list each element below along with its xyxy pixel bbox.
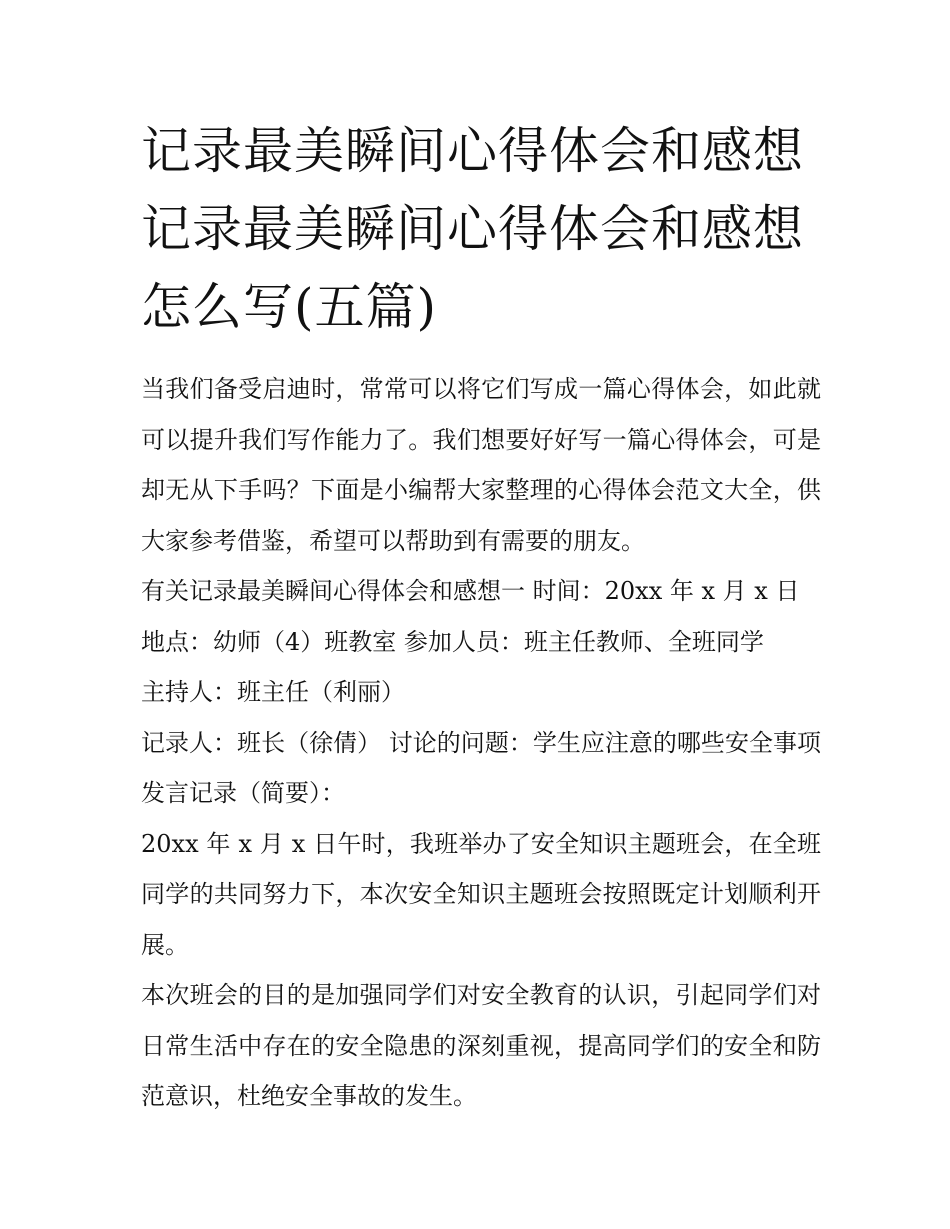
document-page xyxy=(141,112,821,1122)
paragraph-purpose: 本次班会的目的是加强同学们对安全教育的认识，引起同学们对日常生活中存在的安全隐患的深刻重视，提高同学们的安全和防范意识，杜绝安全事故的发生。 xyxy=(141,981,821,1110)
document-title: 记录最美瞬间心得体会和感想记录最美瞬间心得体会和感想怎么写(五篇) xyxy=(141,122,804,336)
document-body xyxy=(141,364,821,1122)
paragraph-location: 地点：幼师（4）班教室 参加人员：班主任教师、全班同学 xyxy=(141,627,764,656)
paragraph-recorder: 记录人：班长（徐倩） 讨论的问题：学生应注意的哪些安全事项 发言记录（简要）： xyxy=(141,728,821,807)
paragraph-host: 主持人：班主任（利丽） xyxy=(141,678,405,706)
paragraph-event: 20xx 年 x 月 x 日午时，我班举办了安全知识主题班会，在全班同学的共同努力下，本次安全知识主题班会按照既定计划顺利开展。 xyxy=(141,829,821,959)
paragraph-time: 有关记录最美瞬间心得体会和感想一 时间：20xx 年 x 月 x 日 xyxy=(141,577,800,605)
paragraph-intro: 当我们备受启迪时，常常可以将它们写成一篇心得体会，如此就可以提升我们写作能力了。我们想要好好写一篇心得体会，可是却无从下手吗？下面是小编帮大家整理的心得体会范文大全，供大家参考借鉴，希望可以帮助到有需要的朋友。 xyxy=(141,375,821,555)
